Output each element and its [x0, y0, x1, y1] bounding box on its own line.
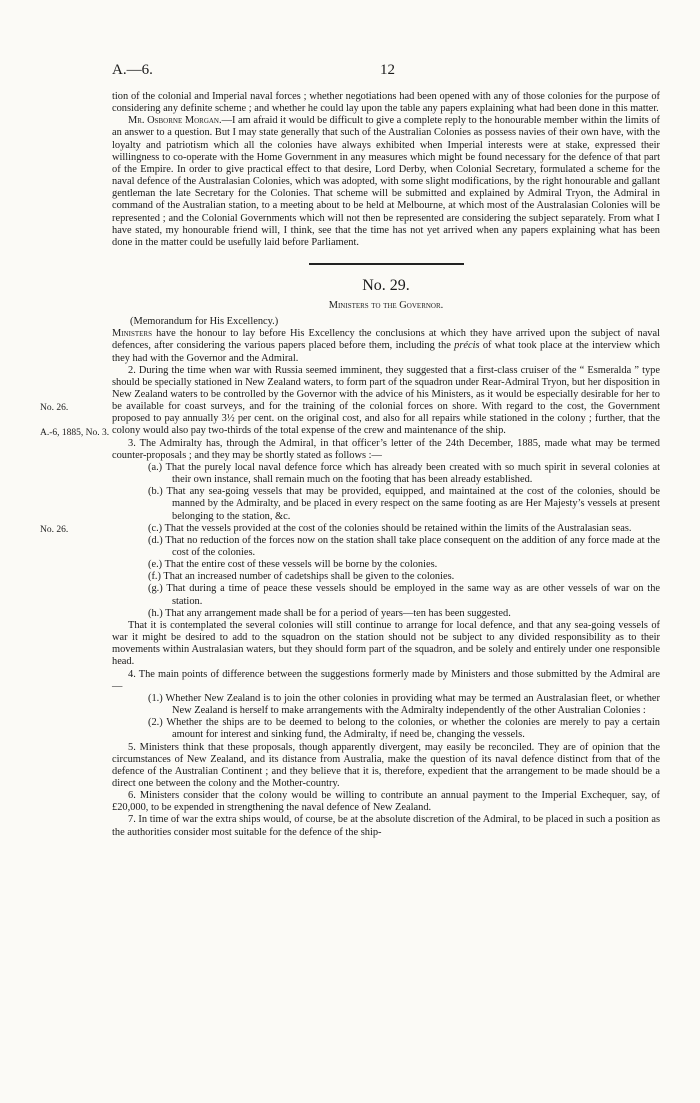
list-item: [148, 608, 660, 620]
list-text: Whether New Zealand is to join the other colonies in providing what may be termed an Australasian fleet, or whether New Zealand is herself to make arrangements with the Admiralty independently of the other Australian Colonies :: [165, 692, 660, 717]
paragraph-1: [112, 328, 660, 364]
margin-note: A.-6, 1885, No. 3.: [40, 428, 110, 438]
paragraph-reply: [112, 115, 660, 249]
list-text: Whether the ships are to be deemed to belong to the colonies, or whether the colonies are merely to pay a certain amount for interest and sinking fund, the Admiralty, if need be, changing the vessels.: [166, 717, 660, 741]
list-label: (d.): [148, 534, 163, 546]
list-text: That any arrangement made shall be for a period of years—ten has been suggested.: [165, 607, 511, 619]
paragraph-1-text-a: have the honour to lay before His Excellency the conclusions at which they have arrived upon the subject of naval defences, after considering the various papers placed before them, including the: [112, 328, 660, 352]
list-text: That the purely local naval defence force which has already been created with so much spirit in several colonies at their own instance, shall remain much on the footing that has been already established.: [165, 461, 660, 486]
paragraph-3: 3. The Admiralty has, through the Admiral, in that officer’s letter of the 24th December, 1885, made what may be termed counter-proposals ; and they may be shortly stated as follows :—: [112, 437, 660, 461]
list-label: (h.): [148, 607, 163, 619]
list-label: (c.): [148, 522, 163, 534]
paragraph-6: 6. Ministers consider that the colony would be willing to contribute an annual payment to the Imperial Exchequer, say, of £20,000, to be expended in strengthening the naval defence of New Zealand.: [112, 790, 660, 814]
paragraph-5: 5. Ministers think that these proposals, though apparently divergent, may easily be reconciled. They are of opinion that the circumstances of New Zealand, and its distance from Australia, make the question of its naval defence distinct from that of the defence of the Australian Continent ; and they believe that it is, therefore, expedient that the arrangement to be made should be a direct one between the colony and the Mother-country.: [112, 741, 660, 789]
list-item: [148, 571, 660, 583]
list-label: (a.): [148, 461, 163, 473]
list-label: (e.): [148, 559, 163, 571]
list-label: (g.): [148, 583, 163, 595]
list-item: [148, 583, 660, 607]
paragraph-contemplated: That it is contemplated the several colonies will still continue to arrange for local defence, and that any sea-going vessels of war it might be desired to add to the squadron on the station should not be subject to any divided responsibility as to their movements within Australasian waters, but they should form part of the squadron, and be solely and entirely under one responsible head.: [112, 619, 660, 668]
paragraph-7: 7. In time of war the extra ships would, of course, be at the absolute discretion of the Admiral, to be placed in such a position as the authorities consider most suitable for the defence of the ship-: [112, 814, 660, 838]
document-reference: A.—6.: [112, 62, 153, 78]
paragraph-2-text-a: 2. During the time when war with Russia seemed imminent, they suggested that a first-class cruiser of the “ Esmeralda ” type should be specially stationed in New Zealand waters, to form part of the squadron under Rear-Admiral Tryon, but her disposition in New Zealand waters to be controlled by the Governor with the advice of his Ministers, as it would be especially desirable for her to be available for coast surveys, and for the training of the colonial forces on shore. With regard to the cost, the Government proposed to pay annually 3: [112, 364, 660, 425]
document-title: Ministers to the Governor.: [328, 300, 444, 312]
speaker-name: Mr. Osborne Morgan.: [128, 115, 222, 127]
list-item: [148, 693, 660, 717]
list-item: [148, 523, 660, 535]
paragraph-2-text-b: per cent. on the original cost, and also for all repairs while stationed in the colony ; further, that the colony would also pay two-thirds of the total expense of the crew and maintenance of the ship.: [112, 413, 660, 437]
list-text: That any sea-going vessels that may be provided, equipped, and maintained at the cost of the colonies, should be manned by the Admiralty, and be placed in every respect on the same footing as are Her Majesty’s vessels at present belonging to the station, &c.: [166, 486, 660, 522]
list-text: That the vessels provided at the cost of the colonies should be retained within the limits of the Australasian seas.: [164, 522, 632, 534]
list-label: (b.): [148, 486, 163, 498]
precis-word: précis: [454, 340, 480, 352]
list-label: (f.): [148, 571, 161, 583]
margin-note: No. 26.: [40, 403, 69, 413]
list-label: (1.): [148, 692, 163, 704]
list-item: [148, 717, 660, 741]
document-body: [112, 91, 660, 839]
document-number: No. 29.: [362, 277, 410, 295]
list-item: [148, 486, 660, 522]
list-text: That no reduction of the forces now on the station shall take place consequent on the addition of any force made at the cost of the colonies.: [165, 534, 660, 558]
list-text: That an increased number of cadetships shall be given to the colonies.: [163, 571, 455, 583]
differences-list: [112, 693, 660, 742]
memo-heading: (Memorandum for His Excellency.): [130, 316, 279, 328]
paragraph-continuation: tion of the colonial and Imperial naval forces ; whether negotiations had been opened with any of those colonies for the purpose of considering any definite scheme ; and whether he could lay upon the table any papers explaining what had been done in this matter.: [112, 91, 660, 115]
proposals-list: [112, 462, 660, 620]
list-item: [148, 559, 660, 571]
list-item: [148, 535, 660, 559]
list-item: [148, 462, 660, 486]
list-text: That the entire cost of these vessels will be borne by the colonies.: [164, 559, 438, 571]
section-divider: [309, 263, 464, 265]
fraction: ½: [226, 413, 235, 425]
list-text: That during a time of peace these vessels should be employed in the same way as are other vessels of war on the station.: [166, 583, 660, 607]
page-header: [112, 62, 660, 82]
reply-text: —I am afraid it would be difficult to give a complete reply to the honourable member within the limits of an answer to a question. But I may state generally that such of the Australian Colonies as possess navies of their own have, with the loyalty and patriotism which all the colonies have always exhibited when Imperial interests were at stake, expressed their willingness to co-operate with the Home Government in any measures which might be found necessary for the defence of that part of the Empire. In order to give practical effect to that desire, Lord Derby, when Colonial Secretary, formulated a scheme for the naval defence of the Australasian Colonies, which was adopted, with some slight modifications, by the right honourable and gallant gentleman the late Secretary for the Colonies. That scheme will be submitted and explained by Admiral Tryon, the Admiral in command of the Australian station, to a meeting about to be held at Melbourne, at which most of the Australasian Colonies will be represented ; and the Colonial Governments which will not then be represented are considering the subject separately. From what I have stated, my honourable friend will, I think, see that the time has not yet arrived when any papers explaining what has been done in the matter could be usefully laid before Parliament.: [112, 115, 660, 248]
paragraph-2: [112, 365, 660, 438]
margin-note: No. 26.: [40, 525, 69, 535]
list-label: (2.): [148, 717, 163, 729]
lead-word: Ministers: [112, 328, 152, 340]
page-number: 12: [380, 62, 395, 78]
paragraph-1-text-b: of what took place at the interview which they had with the Governor and the Admiral.: [112, 340, 660, 364]
paragraph-4: 4. The main points of difference between the suggestions formerly made by Ministers and those submitted by the Admiral are—: [112, 668, 660, 692]
